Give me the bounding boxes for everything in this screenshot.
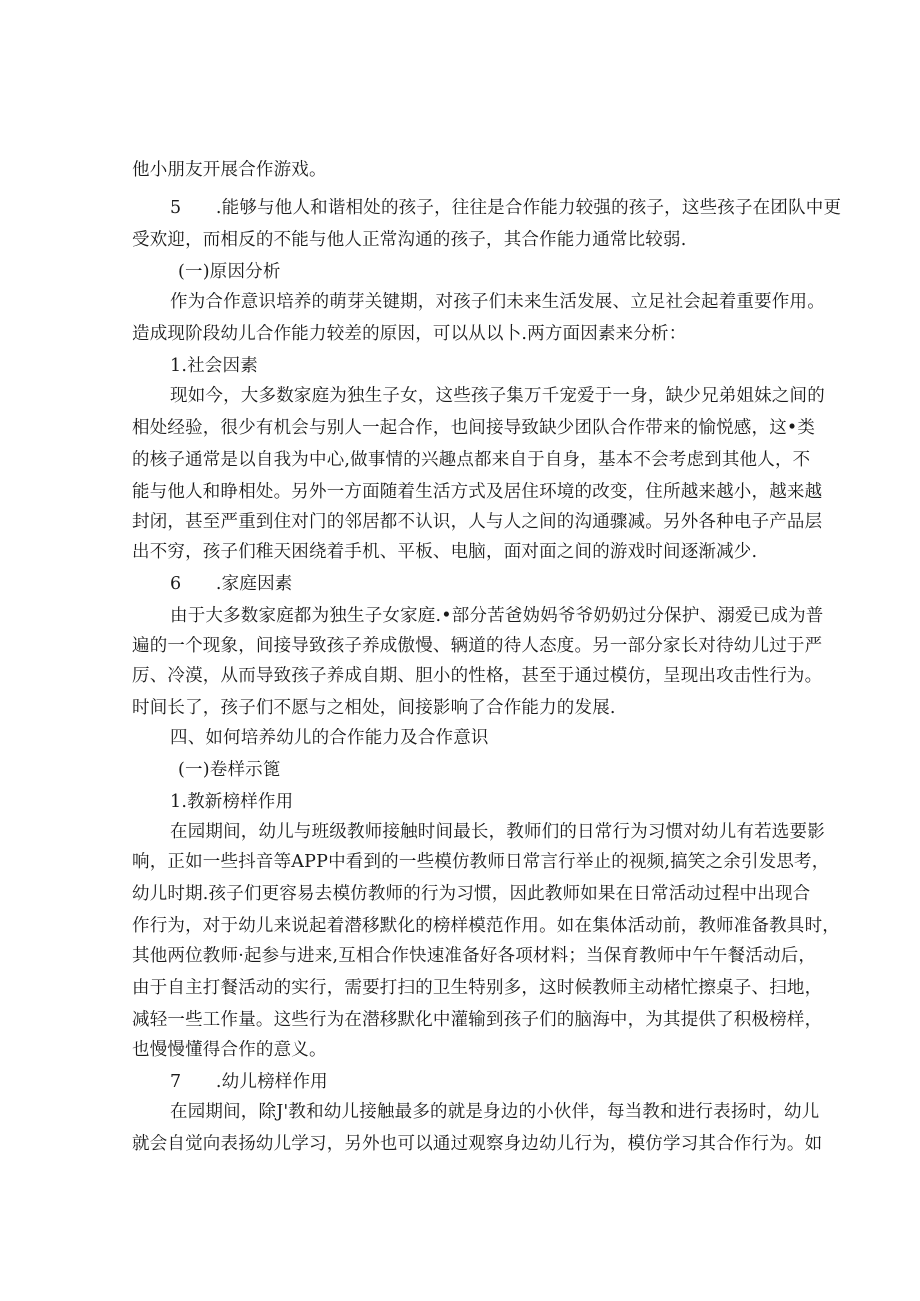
text-line: 造成现阶段幼儿合作能力较差的原因，可以从以卜.两方面因素来分析： — [132, 324, 687, 344]
text-line: 在园期间，除J'教和幼儿接触最多的就是身边的小伙伴，每当教和进行表扬时，幼儿 — [170, 1102, 820, 1122]
text-line: 就会自觉向表扬幼儿学习，另外也可以通过观察身边幼儿行为，模仿学习其合作行为。如 — [132, 1134, 823, 1154]
subsection-heading: 1.教新榜样作用 — [170, 792, 294, 812]
text-line: 在园期间，幼儿与班级教师接触时间最长，教师们的日常行为习惯对幼儿有若选要影 — [170, 822, 825, 842]
text-line: 时间长了，孩子们不愿与之相处，间接影响了合作能力的发展. — [132, 698, 616, 718]
text-line: 作为合作意识培养的萌芽关键期，对孩子们未来生活发展、立足社会起着重要作用。 — [170, 292, 825, 312]
text-line: 现如今，大多数家庭为独生子女，这些孩子集万千宠爱于一身，缺少兄弟姐妹之间的 — [170, 386, 825, 406]
text-line: 由于自主打餐活动的实行，需要打扫的卫生特别多，这时候教师主动楮忙擦桌子、扫地， — [132, 978, 823, 998]
text-line: 幼儿时期.孩子们更容易去模仿教师的行为习惯，因此教师如果在日常活动过程中出现合 — [132, 884, 811, 904]
text-line: 遍的一个现象，间接导致孩子养成傲慢、辆道的待人态度。另一部分家长对待幼儿过于严 — [132, 636, 823, 656]
text-line: 出不穷，孩子们稚天困绕着手机、平板、电脑，面对面之间的游戏时间逐渐减少. — [132, 542, 758, 562]
text-line: 也慢慢懂得合作的意义。 — [132, 1040, 327, 1060]
text-line: 减轻一些工作量。这些行为在潜移默化中灌输到孩子们的脑海中，为其提供了积极榜样， — [132, 1010, 823, 1030]
subsection-heading: 1.社会因素 — [170, 356, 258, 376]
text-line: 封闭，甚至严重到住对门的邻居都不认识，人与人之间的沟通骤减。另外各种电子产品层 — [132, 512, 823, 532]
text-line: 其他两位教师·起参与进来,互相合作快速准备好各项材料；当保育教师中午午餐活动后， — [132, 946, 817, 966]
section-heading: (一)卷样示篦 — [178, 760, 281, 780]
section-heading: 四、如何培养幼儿的合作能力及合作意识 — [170, 728, 489, 748]
text-line: 作行为，对于幼儿来说起着潜移默化的榜样模范作用。如在集体活动前，教师准备教具时， — [132, 916, 840, 936]
text-line: 响，正如一些抖音等APP中看到的一些模仿教师日常言行举止的视频,搞笑之余引发思考， — [132, 852, 830, 872]
text-line: 受欢迎，而相反的不能与他人正常沟通的孩子，其合作能力通常比较弱. — [132, 230, 687, 250]
text-line: 厉、冷漠，从而导致孩子养成自期、胆小的性格，甚至于通过模仿，呈现出攻击性行为。 — [132, 666, 823, 686]
subsection-heading: 6 .家庭因素 — [170, 574, 293, 594]
text-line: 5 .能够与他人和谐相处的孩子，往往是合作能力较强的孩子，这些孩子在团队中更 — [170, 198, 842, 218]
text-line: 的核子通常是以自我为中心,做事情的兴趣点都来自于自身，基本不会考虑到其他人，不 — [132, 450, 811, 470]
text-line: 他小朋友开展合作游戏。 — [132, 160, 327, 180]
section-heading: (一)原因分析 — [178, 262, 281, 282]
subsection-heading: 7 .幼儿榜样作用 — [170, 1072, 328, 1092]
text-line: 由于大多数家庭都为独生子女家庭.•部分苦爸妫妈爷爷奶奶过分保护、溺爱已成为普 — [170, 606, 824, 626]
text-line: 相处经验，很少有机会与别人一起合作，也间接导致缺少团队合作带来的愉悦感，这•类 — [132, 418, 816, 438]
text-line: 能与他人和睁相处。另外一方面随着生活方式及居住环境的改变，住所越来越小，越来越 — [132, 482, 823, 502]
